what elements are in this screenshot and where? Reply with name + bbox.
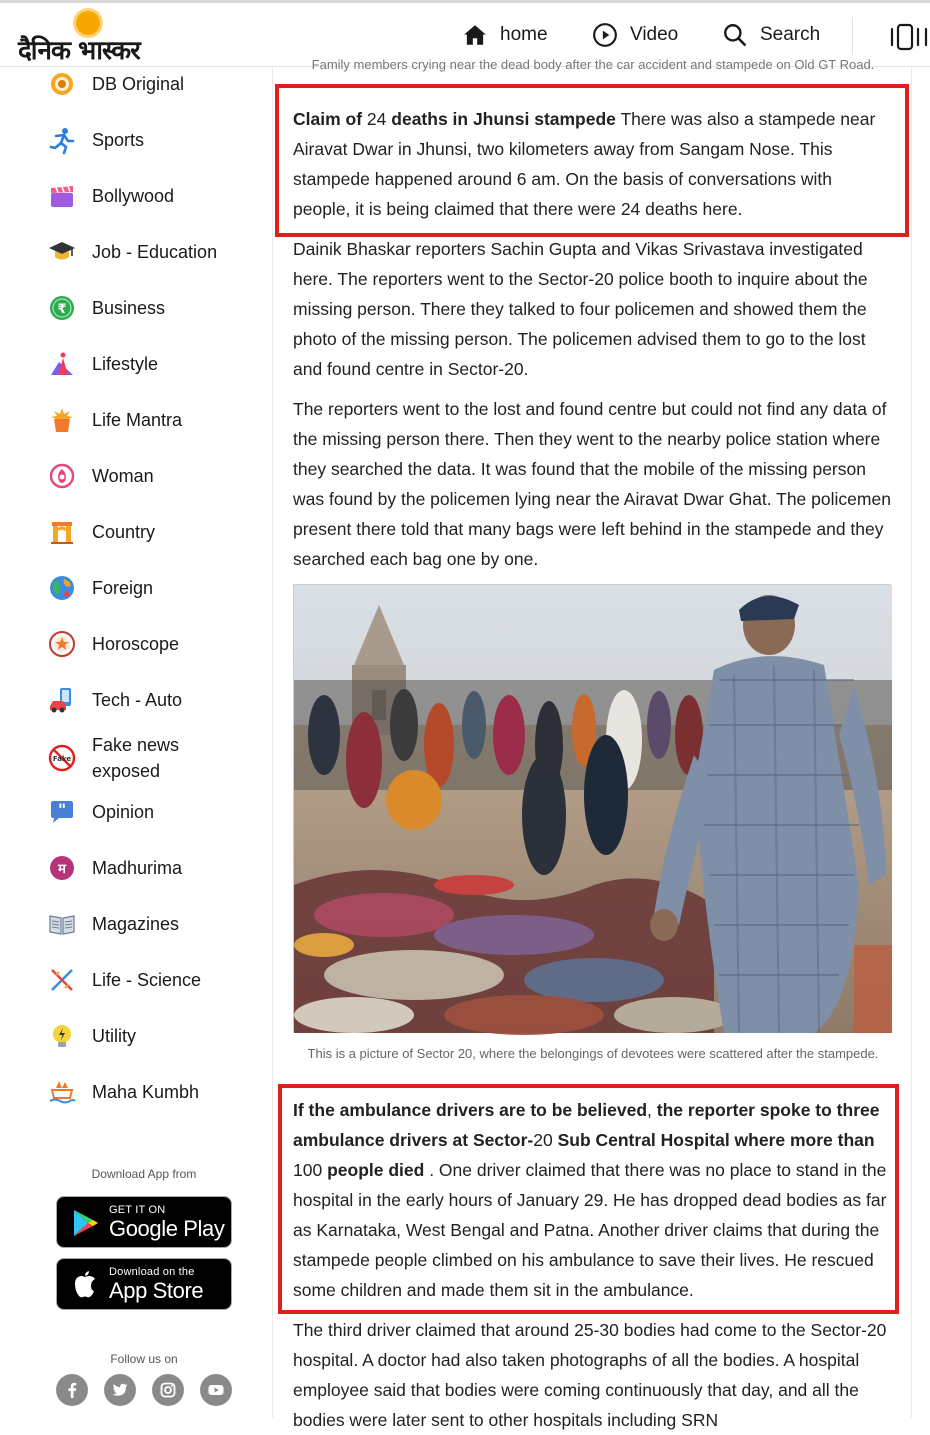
quote-bubble-icon [48,798,76,826]
sidebar-item-madhurima[interactable] [48,852,182,884]
ambulance-sector-number: 20 [533,1130,553,1150]
twitter-icon[interactable] [104,1374,136,1406]
google-play-big-text: Google Play [109,1216,225,1241]
apple-icon [69,1269,101,1301]
sidebar-item-bollywood[interactable] [48,180,174,212]
life-mantra-icon [48,406,76,434]
woman-icon [48,462,76,490]
rupee-coin-icon [48,294,76,322]
sidebar-item-label: Bollywood [92,186,175,206]
lifestyle-icon [48,350,76,378]
sidebar-item-label: Horoscope [92,634,180,654]
instagram-icon[interactable] [152,1374,184,1406]
sidebar-item-utility[interactable] [48,1020,136,1052]
sector-20-photo [293,584,891,1032]
nav-video-label: Video [630,24,679,45]
fake-news-icon [48,744,76,772]
clapperboard-icon [48,182,76,210]
tech-auto-icon [48,686,76,714]
category-sidebar [0,67,272,1418]
sidebar-item-label: Foreign [92,578,154,598]
article-body [272,57,912,1430]
youtube-icon[interactable] [200,1374,232,1406]
sidebar-item-woman[interactable] [48,460,154,492]
sports-runner-icon [48,126,76,154]
sidebar-item-fake-news-exposed[interactable] [48,730,212,786]
previous-image-caption: Family members crying near the dead body after the car accident and stampede on Old GT Road. [311,57,875,72]
horoscope-icon [48,630,76,658]
sidebar-item-lifestyle[interactable] [48,348,158,380]
app-store-small-text: Download on the [109,1266,195,1278]
svg-text:Fake: Fake [52,755,72,763]
db-original-icon [48,70,76,98]
kumbh-icon [48,1078,76,1106]
more-menu-icon[interactable] [888,23,928,51]
sidebar-item-tech-auto[interactable] [48,684,182,716]
paragraph-third-driver: The third driver claimed that around 25-30 bodies had come to the Sector-20 hospital. A doctor had also taken photographs of all the bodies. A hospital employee said that bodies were coming continuously that day, and all the bodies were later sent to other hospitals including SRN [293,1320,887,1430]
sidebar-item-label: Madhurima [92,858,183,878]
nav-search-label: Search [760,24,821,45]
search-icon [722,22,748,48]
sidebar-item-label: Woman [92,466,154,486]
sidebar-item-label: Utility [92,1026,136,1046]
nav-home[interactable] [462,19,548,51]
sidebar-item-opinion[interactable] [48,796,154,828]
google-play-button[interactable] [56,1196,232,1248]
sidebar-item-country[interactable] [48,516,155,548]
magazine-icon [48,910,76,938]
photo-caption: This is a picture of Sector 20, where the belongings of devotees were scattered after the stampede. [307,1046,879,1061]
graduation-cap-icon [48,238,76,266]
sidebar-item-life-science[interactable] [48,964,201,996]
jhunsi-heading-a: Claim of [293,109,363,129]
sidebar-item-label: Tech - Auto [92,690,183,710]
facebook-icon[interactable] [56,1374,88,1406]
jhunsi-text: There was also a stampede near Airavat Dwar in Jhunsi, two kilometers away from Sangam Nose. This stampede happened around 6 am. On the basis of conversations with people, it is being claimed that there were 24 deaths here. [293,109,876,219]
sidebar-item-label: DB Original [92,74,185,94]
nav-divider [852,17,853,55]
sidebar-item-label: Job - Education [92,242,218,262]
ambulance-text: . One driver claimed that there was no place to stand in the hospital in the early hours of January 29. He has dropped dead bodies as far as Karnataka, West Bengal and Patna. Another driver claims that during the stampede people climbed on his ambulance to save their lives. He rescued some children and made them sit in the ambulance. [293,1160,887,1300]
svg-text:": " [57,800,67,819]
jhunsi-death-count: 24 [366,109,387,129]
sidebar-item-life-mantra[interactable] [48,404,182,436]
bulb-icon [48,1022,76,1050]
madhurima-icon [48,854,76,882]
ambulance-death-count: 100 [293,1160,323,1180]
sidebar-item-db-original[interactable] [48,68,184,100]
sidebar-item-maha-kumbh[interactable] [48,1076,199,1108]
sidebar-item-label: Fake news exposed [92,735,180,781]
sidebar-item-label: Sports [92,130,145,150]
sidebar-item-sports[interactable] [48,124,144,156]
india-gate-icon [48,518,76,546]
ambulance-heading-b: the reporter spoke to three ambulance drivers at Sector- [293,1100,880,1150]
globe-icon [48,574,76,602]
paragraph-lost-and-found: The reporters went to the lost and found centre but could not find any data of the missing person there. Then they went to the nearby police station where they searched the data. It was found that the mobile of the missing person was found by the policemen lying near the Airavat Dwar Ghat. The policemen present there told that many bags were left behind in the stampede and they searched each bag one by one. [293,399,891,569]
ambulance-heading-d: people died [327,1160,425,1180]
sidebar-item-business[interactable] [48,292,165,324]
dna-icon [48,966,76,994]
svg-text:म: म [58,862,66,877]
ambulance-heading-a: If the ambulance drivers are to be believed [293,1100,648,1120]
sidebar-item-label: Country [92,522,156,542]
svg-text:₹: ₹ [57,302,67,317]
sidebar-item-label: Maha Kumbh [92,1082,200,1102]
paragraph-reporters-investigation: Dainik Bhaskar reporters Sachin Gupta and Vikas Srivastava investigated here. The reporters went to the Sector-20 police booth to inquire about the missing person. There they talked to four policemen and showed them the photo of the missing person. The policemen advised them to go to the lost and found centre in Sector-20. [293,239,868,379]
ambulance-heading-c: Sub Central Hospital where more than [557,1130,875,1150]
sidebar-item-label: Opinion [92,802,155,822]
google-play-small-text: GET IT ON [109,1204,166,1216]
google-play-icon [69,1207,101,1239]
logo-wordmark: दैनिक भास्कर [18,36,140,66]
sidebar-item-job-education[interactable] [48,236,217,268]
sidebar-item-label: Life - Science [92,970,202,990]
sidebar-item-label: Magazines [92,914,180,934]
nav-home-label: home [500,24,548,45]
dainik-bhaskar-logo[interactable] [16,9,166,65]
sidebar-item-magazines[interactable] [48,908,179,940]
paragraph-jhunsi-claim [293,104,893,224]
app-store-button[interactable] [56,1258,232,1310]
jhunsi-heading-b: deaths in Jhunsi stampede [391,109,616,129]
app-store-big-text: App Store [109,1278,204,1303]
sidebar-item-horoscope[interactable] [48,628,179,660]
sidebar-item-foreign[interactable] [48,572,153,604]
sidebar-item-label: Business [92,298,166,318]
nav-video[interactable] [592,19,678,51]
ambulance-comma: , [647,1100,652,1120]
paragraph-ambulance-drivers [293,1095,893,1305]
home-icon [462,22,488,48]
download-app-label: Download App from [91,1167,197,1181]
play-circle-icon [592,22,618,48]
sidebar-item-label: Lifestyle [92,354,159,374]
nav-search[interactable] [722,19,820,51]
follow-us-label: Follow us on [110,1352,178,1366]
sidebar-item-label: Life Mantra [92,410,183,430]
sector-20-photo-illustration [294,585,892,1033]
